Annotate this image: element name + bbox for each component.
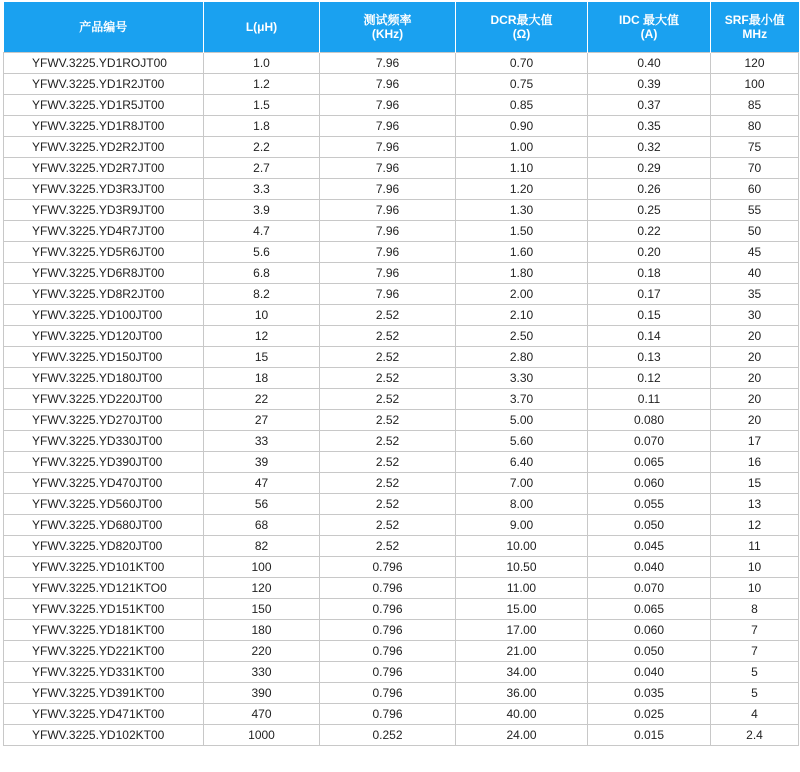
cell-inductance: 12	[204, 326, 320, 347]
table-row	[4, 326, 799, 347]
cell-part-number: YFWV.3225.YD391KT00	[4, 683, 204, 704]
cell-part-number: YFWV.3225.YD680JT00	[4, 515, 204, 536]
cell-test-frequency: 2.52	[320, 347, 456, 368]
cell-idc-max: 0.15	[588, 305, 711, 326]
table-row	[4, 599, 799, 620]
cell-part-number: YFWV.3225.YD150JT00	[4, 347, 204, 368]
cell-test-frequency: 7.96	[320, 74, 456, 95]
cell-idc-max: 0.070	[588, 578, 711, 599]
cell-part-number: YFWV.3225.YD2R7JT00	[4, 158, 204, 179]
cell-part-number: YFWV.3225.YD220JT00	[4, 389, 204, 410]
cell-idc-max: 0.060	[588, 620, 711, 641]
cell-inductance: 3.3	[204, 179, 320, 200]
table-row	[4, 53, 799, 74]
cell-part-number: YFWV.3225.YD121KTO0	[4, 578, 204, 599]
cell-inductance: 180	[204, 620, 320, 641]
cell-inductance: 10	[204, 305, 320, 326]
cell-test-frequency: 0.796	[320, 641, 456, 662]
cell-dcr-max: 34.00	[456, 662, 588, 683]
cell-dcr-max: 2.80	[456, 347, 588, 368]
cell-dcr-max: 21.00	[456, 641, 588, 662]
cell-srf-min: 70	[711, 158, 799, 179]
cell-dcr-max: 10.50	[456, 557, 588, 578]
cell-part-number: YFWV.3225.YD270JT00	[4, 410, 204, 431]
cell-srf-min: 80	[711, 116, 799, 137]
cell-inductance: 1.5	[204, 95, 320, 116]
cell-dcr-max: 17.00	[456, 620, 588, 641]
cell-test-frequency: 7.96	[320, 116, 456, 137]
table-row	[4, 137, 799, 158]
table-row	[4, 494, 799, 515]
table-row	[4, 305, 799, 326]
cell-test-frequency: 0.796	[320, 704, 456, 725]
cell-inductance: 47	[204, 473, 320, 494]
header-inductance	[204, 2, 320, 53]
cell-test-frequency: 2.52	[320, 305, 456, 326]
header-srf-min-line1: SRF最小值MHz	[724, 13, 785, 41]
table-row	[4, 179, 799, 200]
cell-srf-min: 50	[711, 221, 799, 242]
cell-test-frequency: 2.52	[320, 515, 456, 536]
cell-test-frequency: 7.96	[320, 179, 456, 200]
cell-part-number: YFWV.3225.YD1R5JT00	[4, 95, 204, 116]
header-dcr-max	[456, 2, 588, 53]
table-row	[4, 284, 799, 305]
cell-srf-min: 7	[711, 620, 799, 641]
cell-dcr-max: 3.70	[456, 389, 588, 410]
cell-dcr-max: 7.00	[456, 473, 588, 494]
cell-part-number: YFWV.3225.YD100JT00	[4, 305, 204, 326]
cell-srf-min: 15	[711, 473, 799, 494]
cell-idc-max: 0.18	[588, 263, 711, 284]
cell-inductance: 82	[204, 536, 320, 557]
cell-idc-max: 0.045	[588, 536, 711, 557]
table-row	[4, 620, 799, 641]
cell-inductance: 470	[204, 704, 320, 725]
cell-inductance: 27	[204, 410, 320, 431]
cell-part-number: YFWV.3225.YD1ROJT00	[4, 53, 204, 74]
cell-test-frequency: 7.96	[320, 137, 456, 158]
cell-part-number: YFWV.3225.YD1R8JT00	[4, 116, 204, 137]
cell-idc-max: 0.12	[588, 368, 711, 389]
table-header	[4, 2, 799, 53]
table-row	[4, 221, 799, 242]
inductor-spec-table	[3, 2, 799, 746]
cell-part-number: YFWV.3225.YD8R2JT00	[4, 284, 204, 305]
cell-part-number: YFWV.3225.YD330JT00	[4, 431, 204, 452]
cell-inductance: 390	[204, 683, 320, 704]
cell-srf-min: 10	[711, 578, 799, 599]
cell-dcr-max: 2.10	[456, 305, 588, 326]
cell-dcr-max: 8.00	[456, 494, 588, 515]
cell-inductance: 56	[204, 494, 320, 515]
cell-srf-min: 75	[711, 137, 799, 158]
cell-part-number: YFWV.3225.YD151KT00	[4, 599, 204, 620]
table-row	[4, 557, 799, 578]
table-row	[4, 704, 799, 725]
cell-part-number: YFWV.3225.YD101KT00	[4, 557, 204, 578]
cell-dcr-max: 5.00	[456, 410, 588, 431]
cell-part-number: YFWV.3225.YD470JT00	[4, 473, 204, 494]
cell-srf-min: 20	[711, 410, 799, 431]
cell-dcr-max: 0.75	[456, 74, 588, 95]
cell-dcr-max: 1.20	[456, 179, 588, 200]
table-row	[4, 410, 799, 431]
cell-inductance: 39	[204, 452, 320, 473]
cell-idc-max: 0.29	[588, 158, 711, 179]
header-test-frequency	[320, 2, 456, 53]
table-row	[4, 452, 799, 473]
cell-idc-max: 0.015	[588, 725, 711, 746]
cell-idc-max: 0.050	[588, 515, 711, 536]
cell-part-number: YFWV.3225.YD181KT00	[4, 620, 204, 641]
cell-dcr-max: 1.50	[456, 221, 588, 242]
cell-idc-max: 0.26	[588, 179, 711, 200]
cell-dcr-max: 1.10	[456, 158, 588, 179]
header-srf-min	[711, 2, 799, 53]
cell-test-frequency: 7.96	[320, 221, 456, 242]
cell-part-number: YFWV.3225.YD1R2JT00	[4, 74, 204, 95]
cell-part-number: YFWV.3225.YD3R3JT00	[4, 179, 204, 200]
header-dcr-max-line1: DCR最大值	[490, 13, 553, 27]
cell-dcr-max: 0.70	[456, 53, 588, 74]
cell-part-number: YFWV.3225.YD331KT00	[4, 662, 204, 683]
cell-dcr-max: 11.00	[456, 578, 588, 599]
cell-idc-max: 0.065	[588, 452, 711, 473]
cell-test-frequency: 7.96	[320, 200, 456, 221]
cell-inductance: 1000	[204, 725, 320, 746]
cell-srf-min: 8	[711, 599, 799, 620]
cell-inductance: 3.9	[204, 200, 320, 221]
cell-inductance: 330	[204, 662, 320, 683]
cell-test-frequency: 2.52	[320, 389, 456, 410]
table-body	[4, 53, 799, 746]
cell-part-number: YFWV.3225.YD102KT00	[4, 725, 204, 746]
cell-test-frequency: 0.796	[320, 683, 456, 704]
cell-idc-max: 0.080	[588, 410, 711, 431]
cell-inductance: 5.6	[204, 242, 320, 263]
cell-inductance: 6.8	[204, 263, 320, 284]
cell-part-number: YFWV.3225.YD2R2JT00	[4, 137, 204, 158]
cell-dcr-max: 1.80	[456, 263, 588, 284]
cell-test-frequency: 2.52	[320, 473, 456, 494]
cell-dcr-max: 0.90	[456, 116, 588, 137]
cell-dcr-max: 1.60	[456, 242, 588, 263]
table-row	[4, 431, 799, 452]
cell-srf-min: 20	[711, 347, 799, 368]
cell-srf-min: 13	[711, 494, 799, 515]
cell-inductance: 220	[204, 641, 320, 662]
cell-dcr-max: 1.30	[456, 200, 588, 221]
cell-inductance: 120	[204, 578, 320, 599]
cell-inductance: 1.2	[204, 74, 320, 95]
cell-part-number: YFWV.3225.YD560JT00	[4, 494, 204, 515]
cell-idc-max: 0.040	[588, 662, 711, 683]
cell-test-frequency: 0.796	[320, 662, 456, 683]
cell-part-number: YFWV.3225.YD820JT00	[4, 536, 204, 557]
cell-srf-min: 5	[711, 662, 799, 683]
cell-srf-min: 10	[711, 557, 799, 578]
cell-part-number: YFWV.3225.YD6R8JT00	[4, 263, 204, 284]
cell-inductance: 2.2	[204, 137, 320, 158]
cell-dcr-max: 9.00	[456, 515, 588, 536]
cell-part-number: YFWV.3225.YD120JT00	[4, 326, 204, 347]
table-row	[4, 158, 799, 179]
cell-dcr-max: 24.00	[456, 725, 588, 746]
cell-test-frequency: 0.796	[320, 620, 456, 641]
cell-inductance: 22	[204, 389, 320, 410]
cell-idc-max: 0.40	[588, 53, 711, 74]
cell-idc-max: 0.050	[588, 641, 711, 662]
cell-test-frequency: 0.252	[320, 725, 456, 746]
header-row	[4, 2, 799, 53]
table-row	[4, 200, 799, 221]
cell-inductance: 2.7	[204, 158, 320, 179]
cell-inductance: 33	[204, 431, 320, 452]
cell-idc-max: 0.17	[588, 284, 711, 305]
header-test-frequency-line1: 测试频率	[363, 13, 412, 27]
table-row	[4, 536, 799, 557]
cell-idc-max: 0.39	[588, 74, 711, 95]
cell-idc-max: 0.035	[588, 683, 711, 704]
cell-test-frequency: 0.796	[320, 557, 456, 578]
cell-srf-min: 20	[711, 326, 799, 347]
cell-test-frequency: 7.96	[320, 284, 456, 305]
cell-srf-min: 2.4	[711, 725, 799, 746]
cell-srf-min: 20	[711, 389, 799, 410]
cell-test-frequency: 0.796	[320, 599, 456, 620]
cell-dcr-max: 1.00	[456, 137, 588, 158]
header-dcr-max-line2: (Ω)	[512, 27, 531, 41]
table-row	[4, 368, 799, 389]
cell-test-frequency: 7.96	[320, 158, 456, 179]
cell-idc-max: 0.35	[588, 116, 711, 137]
cell-test-frequency: 2.52	[320, 494, 456, 515]
cell-idc-max: 0.32	[588, 137, 711, 158]
cell-idc-max: 0.37	[588, 95, 711, 116]
cell-idc-max: 0.25	[588, 200, 711, 221]
cell-dcr-max: 0.85	[456, 95, 588, 116]
cell-part-number: YFWV.3225.YD4R7JT00	[4, 221, 204, 242]
table-row	[4, 74, 799, 95]
header-part-number	[4, 2, 204, 53]
table-row	[4, 389, 799, 410]
cell-srf-min: 11	[711, 536, 799, 557]
cell-srf-min: 7	[711, 641, 799, 662]
cell-idc-max: 0.055	[588, 494, 711, 515]
cell-inductance: 1.0	[204, 53, 320, 74]
table-row	[4, 347, 799, 368]
cell-dcr-max: 2.50	[456, 326, 588, 347]
cell-idc-max: 0.040	[588, 557, 711, 578]
header-part-number-line1: 产品编号	[79, 20, 128, 34]
cell-srf-min: 55	[711, 200, 799, 221]
table-row	[4, 515, 799, 536]
cell-part-number: YFWV.3225.YD5R6JT00	[4, 242, 204, 263]
cell-idc-max: 0.025	[588, 704, 711, 725]
table-row	[4, 116, 799, 137]
cell-dcr-max: 10.00	[456, 536, 588, 557]
table-row	[4, 683, 799, 704]
cell-test-frequency: 2.52	[320, 536, 456, 557]
cell-srf-min: 20	[711, 368, 799, 389]
cell-idc-max: 0.14	[588, 326, 711, 347]
header-test-frequency-line2: (KHz)	[371, 27, 404, 41]
cell-dcr-max: 6.40	[456, 452, 588, 473]
cell-inductance: 100	[204, 557, 320, 578]
cell-inductance: 1.8	[204, 116, 320, 137]
cell-srf-min: 60	[711, 179, 799, 200]
cell-test-frequency: 7.96	[320, 263, 456, 284]
cell-idc-max: 0.060	[588, 473, 711, 494]
cell-srf-min: 4	[711, 704, 799, 725]
cell-test-frequency: 7.96	[320, 242, 456, 263]
cell-srf-min: 45	[711, 242, 799, 263]
cell-test-frequency: 0.796	[320, 578, 456, 599]
cell-srf-min: 100	[711, 74, 799, 95]
cell-idc-max: 0.22	[588, 221, 711, 242]
header-inductance-line1: L(μH)	[245, 20, 278, 34]
cell-idc-max: 0.065	[588, 599, 711, 620]
cell-test-frequency: 7.96	[320, 53, 456, 74]
cell-idc-max: 0.11	[588, 389, 711, 410]
table-row	[4, 473, 799, 494]
cell-dcr-max: 15.00	[456, 599, 588, 620]
cell-srf-min: 35	[711, 284, 799, 305]
table-row	[4, 95, 799, 116]
cell-srf-min: 40	[711, 263, 799, 284]
cell-test-frequency: 7.96	[320, 95, 456, 116]
cell-srf-min: 85	[711, 95, 799, 116]
cell-dcr-max: 3.30	[456, 368, 588, 389]
cell-srf-min: 12	[711, 515, 799, 536]
cell-test-frequency: 2.52	[320, 431, 456, 452]
cell-idc-max: 0.070	[588, 431, 711, 452]
cell-dcr-max: 2.00	[456, 284, 588, 305]
cell-part-number: YFWV.3225.YD221KT00	[4, 641, 204, 662]
cell-test-frequency: 2.52	[320, 368, 456, 389]
cell-srf-min: 120	[711, 53, 799, 74]
cell-inductance: 68	[204, 515, 320, 536]
cell-dcr-max: 5.60	[456, 431, 588, 452]
cell-part-number: YFWV.3225.YD471KT00	[4, 704, 204, 725]
table-row	[4, 641, 799, 662]
cell-srf-min: 30	[711, 305, 799, 326]
cell-part-number: YFWV.3225.YD180JT00	[4, 368, 204, 389]
table-row	[4, 578, 799, 599]
cell-test-frequency: 2.52	[320, 452, 456, 473]
table-row	[4, 242, 799, 263]
cell-inductance: 18	[204, 368, 320, 389]
cell-srf-min: 5	[711, 683, 799, 704]
cell-part-number: YFWV.3225.YD390JT00	[4, 452, 204, 473]
header-idc-max-line2: (A)	[640, 27, 658, 41]
cell-idc-max: 0.13	[588, 347, 711, 368]
table-row	[4, 662, 799, 683]
cell-idc-max: 0.20	[588, 242, 711, 263]
header-idc-max-line1: IDC 最大值	[618, 13, 679, 27]
cell-inductance: 8.2	[204, 284, 320, 305]
cell-test-frequency: 2.52	[320, 410, 456, 431]
table-row	[4, 725, 799, 746]
cell-srf-min: 17	[711, 431, 799, 452]
cell-inductance: 4.7	[204, 221, 320, 242]
cell-dcr-max: 40.00	[456, 704, 588, 725]
cell-part-number: YFWV.3225.YD3R9JT00	[4, 200, 204, 221]
table-row	[4, 263, 799, 284]
cell-inductance: 150	[204, 599, 320, 620]
cell-srf-min: 16	[711, 452, 799, 473]
header-idc-max	[588, 2, 711, 53]
cell-test-frequency: 2.52	[320, 326, 456, 347]
cell-dcr-max: 36.00	[456, 683, 588, 704]
cell-inductance: 15	[204, 347, 320, 368]
